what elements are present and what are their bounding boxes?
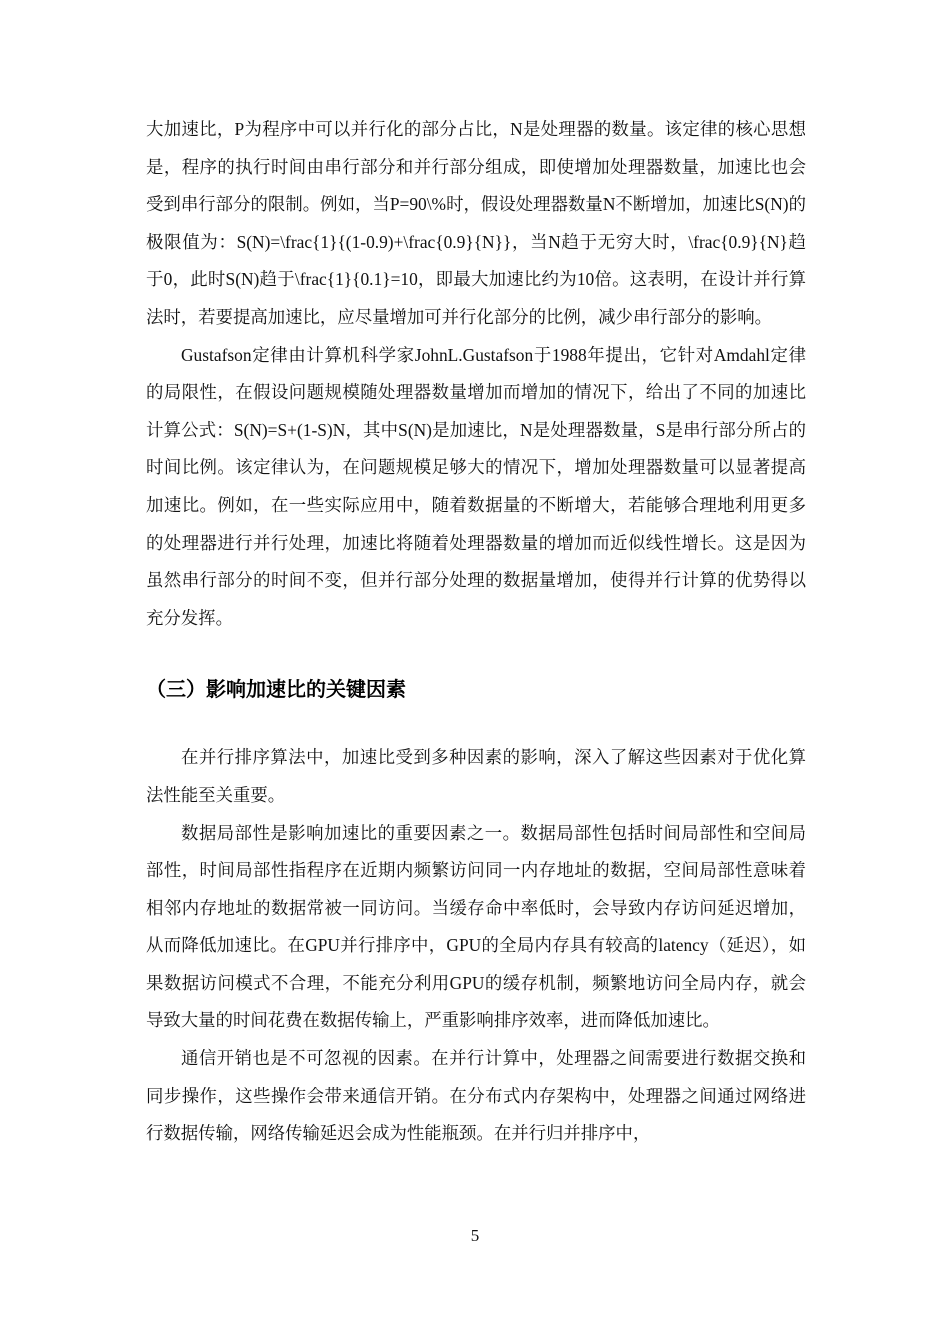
- paragraph-communication-overhead: 通信开销也是不可忽视的因素。在并行计算中，处理器之间需要进行数据交换和同步操作，这些操作会带来通信开销。在分布式内存架构中，处理器之间通过网络进行数据传输，网络传输延迟会成为性能瓶颈。在并行归并排序中，: [146, 1048, 806, 1144]
- paragraph-factors-intro: 在并行排序算法中，加速比受到多种因素的影响，深入了解这些因素对于优化算法性能至关重要。: [146, 747, 806, 805]
- paragraph-data-locality: 数据局部性是影响加速比的重要因素之一。数据局部性包括时间局部性和空间局部性，时间局部性指程序在近期内频繁访问同一内存地址的数据，空间局部性意味着相邻内存地址的数据常被一同访问。当缓存命中率低时，会导致内存访问延迟增加，从而降低加速比。在GPU并行排序中，GPU的全局内存具有较高的latency（延迟），如果数据访问模式不合理，不能充分利用GPU的缓存机制，频繁地访问全局内存，就会导致大量的时间花费在数据传输上，严重影响排序效率，进而降低加速比。: [146, 822, 806, 1031]
- section-heading: （三）影响加速比的关键因素: [146, 677, 406, 702]
- page-number: 5: [470, 1226, 480, 1245]
- paragraph-amdahl-continuation: 大加速比，P为程序中可以并行化的部分占比，N是处理器的数量。该定律的核心思想是，程序的执行时间由串行部分和并行部分组成，即使增加处理器数量，加速比也会受到串行部分的限制。例如，当P=90\%时，假设处理器数量N不断增加，加速比S(N)的极限值为：S(N)=\frac{1}{(1-0.9)+\frac{0.9}{N}}，当N趋于无穷大时，\frac{0.9}{N}趋于0，此时S(N)趋于\frac{1}{0.1}=10，即最大加速比约为10倍。这表明，在设计并行算法时，若要提高加速比，应尽量增加可并行化部分的比例，减少串行部分的影响。: [146, 119, 806, 327]
- page-body: [146, 111, 806, 1153]
- paragraph-gustafson-law: Gustafson定律由计算机科学家JohnL.Gustafson于1988年提出，它针对Amdahl定律的局限性，在假设问题规模随处理器数量增加而增加的情况下，给出了不同的加速比计算公式：S(N)=S+(1-S)N，其中S(N)是加速比，N是处理器数量，S是串行部分所占的时间比例。该定律认为，在问题规模足够大的情况下，增加处理器数量可以显著提高加速比。例如，在一些实际应用中，随着数据量的不断增大，若能够合理地利用更多的处理器进行并行处理，加速比将随着处理器数量的增加而近似线性增长。这是因为虽然串行部分的时间不变，但并行部分处理的数据量增加，使得并行计算的优势得以充分发挥。: [146, 344, 806, 628]
